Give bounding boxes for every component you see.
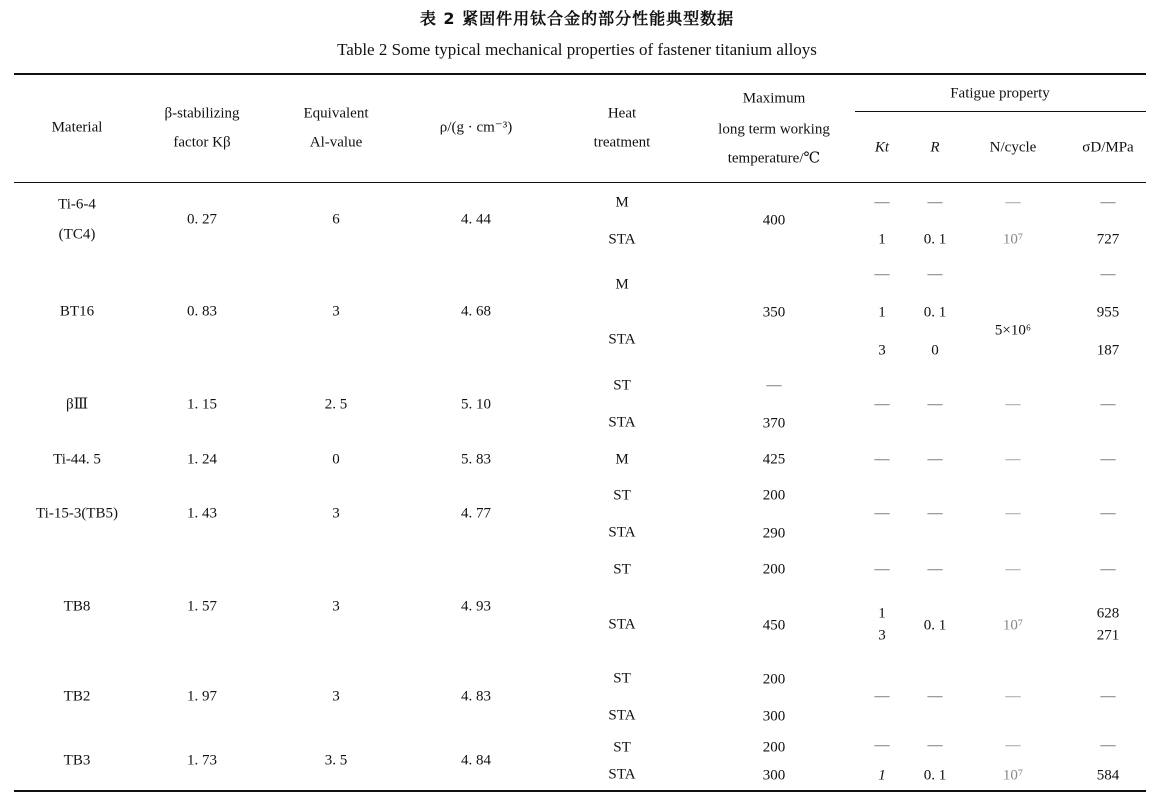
max-temperature: 300 [762,767,786,784]
kt-value: — [874,737,890,754]
header-temp-line3: temperature/℃ [727,150,821,167]
r-value: — [927,396,943,413]
max-temperature: 200 [762,739,786,756]
max-temperature: 300 [762,708,786,725]
sigma-value: — [1100,561,1116,578]
table-caption-english: Table 2 Some typical mechanical properties of fastener titanium alloys [337,40,817,59]
header-bottom-rule [14,182,1146,183]
al-value: 3. 5 [324,752,348,769]
sigma-value: 187 [1096,342,1120,359]
max-temperature: 450 [762,617,786,634]
r-value: — [927,688,943,705]
density-value: 4. 93 [461,598,491,615]
heat-treatment: STA [608,231,636,248]
sigma-value: 271 [1096,627,1120,644]
kt-value: 3 [878,627,886,644]
header-kb-line2: factor Kβ [173,134,231,151]
sigma-value: — [1100,266,1116,283]
r-value: — [927,266,943,283]
sigma-value: 584 [1096,767,1120,784]
kt-value: 3 [878,342,886,359]
sigma-value: — [1100,194,1116,211]
r-value: 0. 1 [923,231,947,248]
heat-treatment: M [615,276,629,293]
heat-treatment: STA [608,414,636,431]
n-cycle-value: — [1005,688,1021,705]
kt-value: — [874,505,890,522]
r-value: — [927,561,943,578]
kt-value: 1 [878,767,886,784]
kb-value: 1. 24 [187,451,217,468]
material-name: TB2 [63,688,91,705]
r-value: — [927,737,943,754]
density-value: 4. 44 [461,211,491,228]
heat-treatment: STA [608,766,636,783]
al-value: 3 [332,303,340,320]
heat-treatment: ST [613,739,631,756]
max-temperature: 200 [762,671,786,688]
header-al-line1: Equivalent [303,105,369,122]
kt-value: — [874,451,890,468]
heat-treatment: STA [608,707,636,724]
density-value: 4. 83 [461,688,491,705]
n-cycle-value: 10⁷ [1002,231,1024,248]
sigma-value: 727 [1096,231,1120,248]
n-cycle-value: 10⁷ [1002,617,1024,634]
density-value: 4. 68 [461,303,491,320]
al-value: 6 [332,211,340,228]
kt-value: 1 [878,605,886,622]
max-temperature: 350 [762,304,786,321]
heat-treatment: STA [608,616,636,633]
n-cycle-value: 5×10⁶ [994,322,1032,339]
kt-value: — [874,561,890,578]
al-value: 3 [332,688,340,705]
header-heat-line2: treatment [593,134,651,151]
r-value: 0. 1 [923,304,947,321]
r-value: — [927,505,943,522]
heat-treatment: M [615,194,629,211]
r-value: 0. 1 [923,617,947,634]
header-sigma: σD/MPa [1082,139,1134,156]
header-density: ρ/(g · cm⁻³) [439,119,513,136]
fatigue-header-rule [855,111,1146,112]
n-cycle-value: — [1005,561,1021,578]
kb-value: 1. 43 [187,505,217,522]
header-temp-line2: long term working [718,121,830,138]
kt-value: 1 [878,231,886,248]
r-value: 0 [931,342,939,359]
kt-value: — [874,194,890,211]
heat-treatment: ST [613,487,631,504]
kb-value: 0. 83 [187,303,217,320]
max-temperature: 290 [762,525,786,542]
material-name: TB8 [63,598,91,615]
heat-treatment: ST [613,561,631,578]
sigma-value: — [1100,396,1116,413]
heat-treatment: ST [613,377,631,394]
sigma-value: 955 [1096,304,1120,321]
kt-value: — [874,266,890,283]
sigma-value: — [1100,688,1116,705]
max-temperature: 400 [762,212,786,229]
header-kt: Kt [874,139,890,156]
al-value: 2. 5 [324,396,348,413]
density-value: 4. 77 [461,505,491,522]
kb-value: 1. 57 [187,598,217,615]
sigma-value: — [1100,505,1116,522]
max-temperature: 200 [762,487,786,504]
heat-treatment: ST [613,670,631,687]
material-name: βⅢ [65,396,89,413]
material-name: BT16 [59,303,95,320]
material-name: Ti-6-4 [58,196,96,213]
kb-value: 1. 15 [187,396,217,413]
kb-value: 1. 73 [187,752,217,769]
r-value: 0. 1 [923,767,947,784]
kt-value: — [874,396,890,413]
table-caption-chinese: 表 2 紧固件用钛合金的部分性能典型数据 [419,9,735,28]
heat-treatment: STA [608,331,636,348]
kb-value: 0. 27 [187,211,217,228]
max-temperature: 370 [762,415,786,432]
al-value: 0 [332,451,340,468]
header-fatigue: Fatigue property [950,85,1050,102]
max-temperature: 425 [762,451,786,468]
header-al-line2: Al-value [309,134,363,151]
material-name: TB3 [63,752,91,769]
header-r: R [930,139,940,156]
top-rule [14,73,1146,75]
n-cycle-value: — [1005,737,1021,754]
heat-treatment: M [615,451,629,468]
density-value: 5. 10 [461,396,491,413]
material-name-alias: (TC4) [58,226,96,243]
density-value: 4. 84 [461,752,491,769]
header-heat-line1: Heat [607,105,637,122]
bottom-rule [14,790,1146,792]
n-cycle-value: — [1005,396,1021,413]
material-name: Ti-15-3(TB5) [36,505,118,522]
sigma-value: — [1100,451,1116,468]
n-cycle-value: 10⁷ [1002,767,1024,784]
max-temperature: 200 [762,561,786,578]
al-value: 3 [332,598,340,615]
header-n-cycle: N/cycle [989,139,1037,156]
n-cycle-value: — [1005,451,1021,468]
heat-treatment: STA [608,524,636,541]
material-name: Ti-44. 5 [53,451,101,468]
density-value: 5. 83 [461,451,491,468]
sigma-value: — [1100,737,1116,754]
n-cycle-value: — [1005,505,1021,522]
header-kb-line1: β-stabilizing [164,105,240,122]
sigma-value: 628 [1096,605,1120,622]
header-material: Material [51,119,103,136]
n-cycle-value: — [1005,194,1021,211]
max-temperature: — [766,377,782,394]
al-value: 3 [332,505,340,522]
header-temp-line1: Maximum [742,90,806,107]
kt-value: 1 [878,304,886,321]
r-value: — [927,194,943,211]
kb-value: 1. 97 [187,688,217,705]
r-value: — [927,451,943,468]
kt-value: — [874,688,890,705]
